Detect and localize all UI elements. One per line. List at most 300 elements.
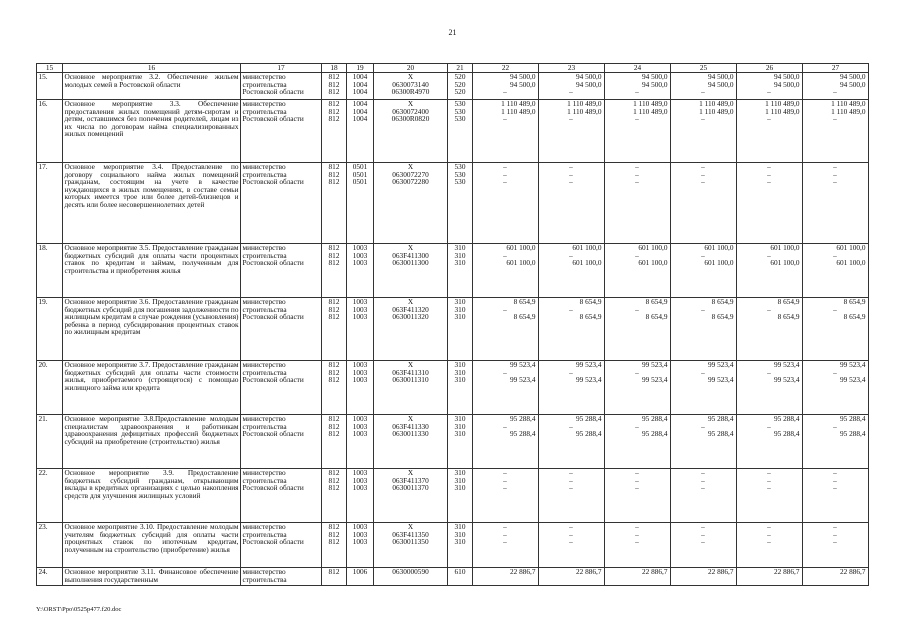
amount-year-23-line: 1 110 489,0 xyxy=(567,99,602,108)
target-article-code xyxy=(374,73,448,100)
amount-year-26-line: – xyxy=(767,114,771,124)
section-code xyxy=(347,361,374,415)
amount-year-23-line: 8 654,9 xyxy=(579,297,602,306)
section-code-line: 1003 xyxy=(352,297,368,306)
column-number-26: 26 xyxy=(737,64,803,73)
grbs-code-line: 812 xyxy=(328,114,340,124)
responsible-executor-line: министерство xyxy=(242,99,286,108)
amount-year-26-line: – xyxy=(767,475,771,485)
table-row xyxy=(37,523,869,568)
amount-year-27-line: – xyxy=(833,483,837,493)
target-article-code xyxy=(374,361,448,415)
grbs-code-line: 812 xyxy=(328,99,340,108)
responsible-executor-line: министерство xyxy=(242,360,286,369)
responsible-executor-line: министерство xyxy=(242,72,286,81)
table-row xyxy=(37,163,869,244)
grbs-code-line: 812 xyxy=(328,360,340,369)
amount-year-24-line: 99 523,4 xyxy=(641,375,668,385)
measure-description: Основное мероприятие 3.8.Предоставление молодым специалистам здравоохранения и работникам здравоохранения дефицитных профессий бюджетных субсидий на приобретение (строительство) жилья xyxy=(63,415,241,469)
amount-year-23 xyxy=(539,469,605,523)
responsible-executor xyxy=(241,298,322,361)
amount-year-27-line: 8 654,9 xyxy=(843,297,866,306)
grbs-code xyxy=(322,298,347,361)
grbs-code-line: 812 xyxy=(328,567,340,576)
amount-year-25-line: – xyxy=(701,304,705,314)
amount-year-24-line: – xyxy=(635,367,639,377)
amount-year-23-line: 95 288,4 xyxy=(575,414,602,423)
measure-description: Основное мероприятие 3.7. Предоставление гражданам бюджетных субсидий для оплаты части стоимости жилья, приобретаемого (строящегося) с помощью жилищного займа или кредита xyxy=(63,361,241,415)
expense-type-code-line: 310 xyxy=(454,312,466,322)
table-row xyxy=(37,73,869,100)
amount-year-24-line: – xyxy=(635,162,639,171)
amount-year-22-line: – xyxy=(503,537,507,547)
amount-year-26-line: 1 110 489,0 xyxy=(765,106,800,116)
grbs-code-line: 812 xyxy=(328,297,340,306)
target-article-code-line: 0630011320 xyxy=(392,312,429,322)
amount-year-27 xyxy=(803,361,869,415)
responsible-executor-line: строительства xyxy=(242,169,287,179)
responsible-executor-line: министерство xyxy=(242,162,286,171)
amount-year-27-line: – xyxy=(833,537,837,547)
amount-year-24-line: 8 654,9 xyxy=(645,312,668,322)
amount-year-25-line: – xyxy=(701,475,705,485)
amount-year-26-line: 95 288,4 xyxy=(773,429,800,439)
amount-year-24-line: – xyxy=(635,304,639,314)
amount-year-27-line: – xyxy=(833,468,837,477)
amount-year-23-line: – xyxy=(569,421,573,431)
row-number: 19. xyxy=(37,298,63,361)
amount-year-22-line: 95 288,4 xyxy=(509,414,536,423)
amount-year-23-line: 94 500,0 xyxy=(575,72,602,81)
amount-year-26 xyxy=(737,469,803,523)
amount-year-27-line: – xyxy=(833,162,837,171)
amount-year-26-line: 601 100,0 xyxy=(770,243,800,252)
target-article-code-line: X xyxy=(407,72,414,81)
amount-year-27-line: – xyxy=(833,367,837,377)
amount-year-27 xyxy=(803,163,869,244)
amount-year-22-line: 601 100,0 xyxy=(506,258,536,268)
target-article-code-line: X xyxy=(407,162,414,171)
amount-year-25 xyxy=(671,568,737,586)
amount-year-27-line: – xyxy=(833,114,837,124)
amount-year-22-line: 22 886,7 xyxy=(509,567,536,576)
expense-type-code-line: 310 xyxy=(454,243,466,252)
target-article-code-line: 063F411320 xyxy=(392,304,429,314)
responsible-executor xyxy=(241,100,322,163)
amount-year-24 xyxy=(605,73,671,100)
section-code xyxy=(347,415,374,469)
measure-description: Основное мероприятие 3.10. Предоставление молодым учителям бюджетных субсидий для оплаты части процентных ставок по ипотечным кредитам, полученным на строительство (приобретение) жилья xyxy=(63,523,241,568)
amount-year-27-line: – xyxy=(833,475,837,485)
amount-year-25-line: – xyxy=(701,537,705,547)
amount-year-27 xyxy=(803,568,869,586)
amount-year-23-line: – xyxy=(569,468,573,477)
responsible-executor-line: министерство xyxy=(242,297,286,306)
amount-year-23-line: 1 110 489,0 xyxy=(567,106,602,116)
amount-year-25 xyxy=(671,298,737,361)
responsible-executor-line: министерство xyxy=(242,567,286,576)
amount-year-23-line: – xyxy=(569,250,573,260)
amount-year-24-line: 22 886,7 xyxy=(641,567,668,576)
amount-year-27-line: – xyxy=(833,177,837,187)
amount-year-25-line: 95 288,4 xyxy=(707,414,734,423)
section-code-line: 1003 xyxy=(352,258,368,268)
row-number: 16. xyxy=(37,100,63,163)
expense-type-code-line: 310 xyxy=(454,537,466,547)
target-article-code-line: 0630000590 xyxy=(392,567,429,576)
amount-year-26-line: 601 100,0 xyxy=(770,258,800,268)
expense-type-code-line: 610 xyxy=(454,567,466,576)
amount-year-24-line: – xyxy=(635,87,639,97)
section-code-line: 1006 xyxy=(352,567,368,576)
amount-year-27 xyxy=(803,298,869,361)
amount-year-27-line: 601 100,0 xyxy=(836,243,866,252)
table-row xyxy=(37,568,869,586)
grbs-code-line: 812 xyxy=(328,169,340,179)
amount-year-25-line: – xyxy=(701,529,705,539)
amount-year-26-line: – xyxy=(767,529,771,539)
amount-year-23-line: – xyxy=(569,522,573,531)
amount-year-23-line: – xyxy=(569,475,573,485)
section-code-line: 1003 xyxy=(352,360,368,369)
expense-type-code-line: 310 xyxy=(454,250,466,260)
table-row xyxy=(37,244,869,298)
amount-year-26-line: 8 654,9 xyxy=(777,312,800,322)
target-article-code-line: 063F411310 xyxy=(392,367,429,377)
section-code-line: 1003 xyxy=(352,421,368,431)
amount-year-22-line: – xyxy=(503,522,507,531)
amount-year-24-line: – xyxy=(635,169,639,179)
expense-type-code-line: 310 xyxy=(454,429,466,439)
table-row xyxy=(37,469,869,523)
target-article-code-line: X xyxy=(407,468,414,477)
amount-year-24 xyxy=(605,100,671,163)
responsible-executor-line: Ростовской области xyxy=(242,483,304,493)
expense-type-code-line: 310 xyxy=(454,304,466,314)
amount-year-25-line: 95 288,4 xyxy=(707,429,734,439)
column-number-23: 23 xyxy=(539,64,605,73)
target-article-code xyxy=(374,469,448,523)
amount-year-22-line: – xyxy=(503,250,507,260)
amount-year-27-line: 1 110 489,0 xyxy=(831,106,866,116)
amount-year-26 xyxy=(737,415,803,469)
amount-year-25-line: 601 100,0 xyxy=(704,243,734,252)
grbs-code-line: 812 xyxy=(328,304,340,314)
amount-year-22-line: 95 288,4 xyxy=(509,429,536,439)
amount-year-26-line: – xyxy=(767,367,771,377)
amount-year-23 xyxy=(539,568,605,586)
responsible-executor xyxy=(241,73,322,100)
amount-year-27-line: 95 288,4 xyxy=(839,429,866,439)
amount-year-25-line: – xyxy=(701,177,705,187)
amount-year-24 xyxy=(605,298,671,361)
budget-table xyxy=(36,63,869,586)
amount-year-24-line: – xyxy=(635,483,639,493)
amount-year-26-line: – xyxy=(767,162,771,171)
section-code-line: 1004 xyxy=(352,114,368,124)
amount-year-23 xyxy=(539,523,605,568)
amount-year-27 xyxy=(803,469,869,523)
amount-year-22-line: – xyxy=(503,475,507,485)
expense-type-code xyxy=(448,415,473,469)
amount-year-23-line: 99 523,4 xyxy=(575,360,602,369)
amount-year-24-line: – xyxy=(635,522,639,531)
target-article-code xyxy=(374,568,448,586)
target-article-code-line: 063F411330 xyxy=(392,421,429,431)
expense-type-code xyxy=(448,568,473,586)
responsible-executor-line: строительства xyxy=(242,250,287,260)
grbs-code xyxy=(322,415,347,469)
column-number-15: 15 xyxy=(37,64,63,73)
responsible-executor xyxy=(241,361,322,415)
section-code-line: 1003 xyxy=(352,429,368,439)
amount-year-24-line: 95 288,4 xyxy=(641,429,668,439)
column-number-19: 19 xyxy=(347,64,374,73)
amount-year-27-line: – xyxy=(833,421,837,431)
expense-type-code-line: 310 xyxy=(454,375,466,385)
grbs-code-line: 812 xyxy=(328,177,340,187)
expense-type-code xyxy=(448,100,473,163)
grbs-code-line: 812 xyxy=(328,87,340,97)
amount-year-23-line: – xyxy=(569,114,573,124)
column-number-25: 25 xyxy=(671,64,737,73)
column-number-21: 21 xyxy=(448,64,473,73)
amount-year-24 xyxy=(605,361,671,415)
section-code-line: 1004 xyxy=(352,72,368,81)
expense-type-code-line: 310 xyxy=(454,297,466,306)
grbs-code xyxy=(322,568,347,586)
responsible-executor xyxy=(241,244,322,298)
row-number: 24. xyxy=(37,568,63,586)
grbs-code xyxy=(322,244,347,298)
amount-year-23-line: 94 500,0 xyxy=(575,79,602,89)
section-code-line: 0501 xyxy=(352,162,368,171)
grbs-code-line: 812 xyxy=(328,106,340,116)
target-article-code-line: X xyxy=(407,243,414,252)
amount-year-27 xyxy=(803,523,869,568)
section-code-line: 1003 xyxy=(352,367,368,377)
target-article-code-line: 06300R4970 xyxy=(391,87,430,97)
responsible-executor xyxy=(241,415,322,469)
amount-year-22 xyxy=(473,361,539,415)
grbs-code xyxy=(322,100,347,163)
amount-year-22-line: 99 523,4 xyxy=(509,375,536,385)
section-code-line: 1003 xyxy=(352,475,368,485)
amount-year-26 xyxy=(737,361,803,415)
expense-type-code-line: 530 xyxy=(454,177,466,187)
target-article-code xyxy=(374,244,448,298)
target-article-code xyxy=(374,100,448,163)
section-code-line: 1004 xyxy=(352,87,368,97)
amount-year-25 xyxy=(671,361,737,415)
grbs-code-line: 812 xyxy=(328,475,340,485)
amount-year-24 xyxy=(605,523,671,568)
amount-year-24-line: – xyxy=(635,468,639,477)
responsible-executor-line: строительства xyxy=(242,367,287,377)
amount-year-22 xyxy=(473,163,539,244)
responsible-executor-line: Ростовской области xyxy=(242,87,304,97)
column-number-row xyxy=(37,64,869,73)
target-article-code-line: 0630072400 xyxy=(392,106,429,116)
amount-year-27 xyxy=(803,100,869,163)
section-code-line: 1003 xyxy=(352,522,368,531)
amount-year-25 xyxy=(671,163,737,244)
responsible-executor-line: строительства xyxy=(242,304,287,314)
amount-year-27 xyxy=(803,415,869,469)
amount-year-24-line: 8 654,9 xyxy=(645,297,668,306)
table-row xyxy=(37,415,869,469)
amount-year-24-line: – xyxy=(635,250,639,260)
amount-year-26-line: 95 288,4 xyxy=(773,414,800,423)
amount-year-27-line: – xyxy=(833,169,837,179)
amount-year-23 xyxy=(539,298,605,361)
amount-year-24-line: – xyxy=(635,421,639,431)
target-article-code-line: 0630011300 xyxy=(392,258,429,268)
amount-year-27-line: 601 100,0 xyxy=(836,258,866,268)
amount-year-26-line: 94 500,0 xyxy=(773,79,800,89)
amount-year-26-line: 1 110 489,0 xyxy=(765,99,800,108)
amount-year-27-line: 99 523,4 xyxy=(839,375,866,385)
target-article-code-line: 0630011370 xyxy=(392,483,429,493)
amount-year-27-line: 94 500,0 xyxy=(839,72,866,81)
amount-year-26-line: – xyxy=(767,304,771,314)
grbs-code-line: 812 xyxy=(328,72,340,81)
amount-year-27-line: 1 110 489,0 xyxy=(831,99,866,108)
expense-type-code-line: 530 xyxy=(454,162,466,171)
amount-year-22-line: 8 654,9 xyxy=(513,312,536,322)
amount-year-26-line: 8 654,9 xyxy=(777,297,800,306)
amount-year-23-line: 22 886,7 xyxy=(575,567,602,576)
amount-year-22-line: 1 110 489,0 xyxy=(501,106,536,116)
amount-year-26-line: 22 886,7 xyxy=(773,567,800,576)
amount-year-24-line: – xyxy=(635,537,639,547)
responsible-executor xyxy=(241,568,322,586)
responsible-executor xyxy=(241,163,322,244)
amount-year-26-line: – xyxy=(767,522,771,531)
grbs-code xyxy=(322,163,347,244)
amount-year-25-line: 1 110 489,0 xyxy=(699,106,734,116)
amount-year-25-line: 8 654,9 xyxy=(711,312,734,322)
amount-year-22-line: – xyxy=(503,367,507,377)
amount-year-26-line: – xyxy=(767,87,771,97)
responsible-executor-line: министерство xyxy=(242,243,286,252)
section-code-line: 1003 xyxy=(352,414,368,423)
amount-year-26 xyxy=(737,523,803,568)
measure-description: Основное мероприятие 3.11. Финансовое обеспечение выполнения государственным xyxy=(64,567,239,584)
measure-description: Основное мероприятие 3.4. Предоставление по договору социального найма жилых помещений гражданам, состоящим на учете в качестве нуждающихся в жилых помещениях, в составе семьи которых имеется трое или более детей-близнецов и десять или более несовершеннолетних детей xyxy=(63,163,241,244)
amount-year-25-line: – xyxy=(701,87,705,97)
amount-year-24-line: – xyxy=(635,475,639,485)
column-number-18: 18 xyxy=(322,64,347,73)
section-code xyxy=(347,163,374,244)
amount-year-27-line: 94 500,0 xyxy=(839,79,866,89)
amount-year-25 xyxy=(671,244,737,298)
column-number-20: 20 xyxy=(374,64,448,73)
target-article-code-line: X xyxy=(407,414,414,423)
amount-year-22 xyxy=(473,469,539,523)
amount-year-22 xyxy=(473,415,539,469)
section-code-line: 0501 xyxy=(352,169,368,179)
grbs-code-line: 812 xyxy=(328,537,340,547)
measure-description: Основное мероприятие 3.5. Предоставление гражданам бюджетных субсидий для оплаты части процентных ставок по кредитам и займам, полученным для строительства и приобретения жилья xyxy=(63,244,241,298)
amount-year-24-line: 99 523,4 xyxy=(641,360,668,369)
expense-type-code xyxy=(448,523,473,568)
amount-year-25-line: 94 500,0 xyxy=(707,72,734,81)
section-code xyxy=(347,298,374,361)
expense-type-code-line: 530 xyxy=(454,106,466,116)
target-article-code-line: 0630073140 xyxy=(392,79,429,89)
row-number: 17. xyxy=(37,163,63,244)
target-article-code-line: X xyxy=(407,360,414,369)
amount-year-25 xyxy=(671,469,737,523)
amount-year-22-line: 8 654,9 xyxy=(513,297,536,306)
responsible-executor-line: строительства xyxy=(242,106,287,116)
amount-year-22-line: – xyxy=(503,421,507,431)
amount-year-22-line: 99 523,4 xyxy=(509,360,536,369)
expense-type-code xyxy=(448,73,473,100)
grbs-code xyxy=(322,361,347,415)
amount-year-24-line: – xyxy=(635,114,639,124)
section-code xyxy=(347,469,374,523)
target-article-code xyxy=(374,523,448,568)
amount-year-26-line: – xyxy=(767,177,771,187)
amount-year-26 xyxy=(737,298,803,361)
responsible-executor-line: Ростовской области xyxy=(242,177,304,187)
amount-year-25-line: 8 654,9 xyxy=(711,297,734,306)
amount-year-27-line: 8 654,9 xyxy=(843,312,866,322)
amount-year-24 xyxy=(605,568,671,586)
responsible-executor xyxy=(241,469,322,523)
target-article-code xyxy=(374,415,448,469)
grbs-code-line: 812 xyxy=(328,522,340,531)
grbs-code-line: 812 xyxy=(328,529,340,539)
footer-file-path: Y:\ORST\Ppo\0525p477.f20.doc xyxy=(36,606,122,613)
section-code-line: 1003 xyxy=(352,375,368,385)
row-number: 18. xyxy=(37,244,63,298)
amount-year-24-line: 94 500,0 xyxy=(641,79,668,89)
amount-year-26-line: – xyxy=(767,169,771,179)
amount-year-22-line: – xyxy=(503,87,507,97)
amount-year-25-line: – xyxy=(701,367,705,377)
responsible-executor xyxy=(241,523,322,568)
amount-year-27-line: 22 886,7 xyxy=(839,567,866,576)
responsible-executor-line: Ростовской области xyxy=(242,375,304,385)
target-article-code-line: 0630011330 xyxy=(392,429,429,439)
amount-year-26-line: – xyxy=(767,483,771,493)
grbs-code-line: 812 xyxy=(328,258,340,268)
grbs-code-line: 812 xyxy=(328,79,340,89)
measure-description: Основное мероприятие 3.6. Предоставление гражданам бюджетных субсидий для погашения задолженности по жилищным кредитам в случае рождения (усыновления) ребенка в период субсидирования процентных ставок по жилищным кредитам xyxy=(63,298,241,361)
responsible-executor-line: строительства xyxy=(242,475,287,485)
target-article-code-line: 06300R0820 xyxy=(391,114,430,124)
grbs-code xyxy=(322,469,347,523)
expense-type-code-line: 310 xyxy=(454,475,466,485)
section-code-line: 1003 xyxy=(352,529,368,539)
amount-year-26-line: – xyxy=(767,421,771,431)
section-code-line: 1004 xyxy=(352,79,368,89)
table-body xyxy=(37,73,869,586)
expense-type-code-line: 520 xyxy=(454,72,466,81)
measure-description: Основное мероприятие 3.3. Обеспечение предоставления жилых помещений детям-сиротам и детям, оставшимся без попечения родителей, лицам из их числа по договорам найма специализированных жилых помещений xyxy=(63,100,241,163)
amount-year-25-line: – xyxy=(701,522,705,531)
amount-year-22 xyxy=(473,568,539,586)
amount-year-25 xyxy=(671,73,737,100)
section-code-line: 1003 xyxy=(352,483,368,493)
grbs-code-line: 812 xyxy=(328,468,340,477)
amount-year-25-line: 22 886,7 xyxy=(707,567,734,576)
amount-year-22 xyxy=(473,100,539,163)
amount-year-22 xyxy=(473,298,539,361)
